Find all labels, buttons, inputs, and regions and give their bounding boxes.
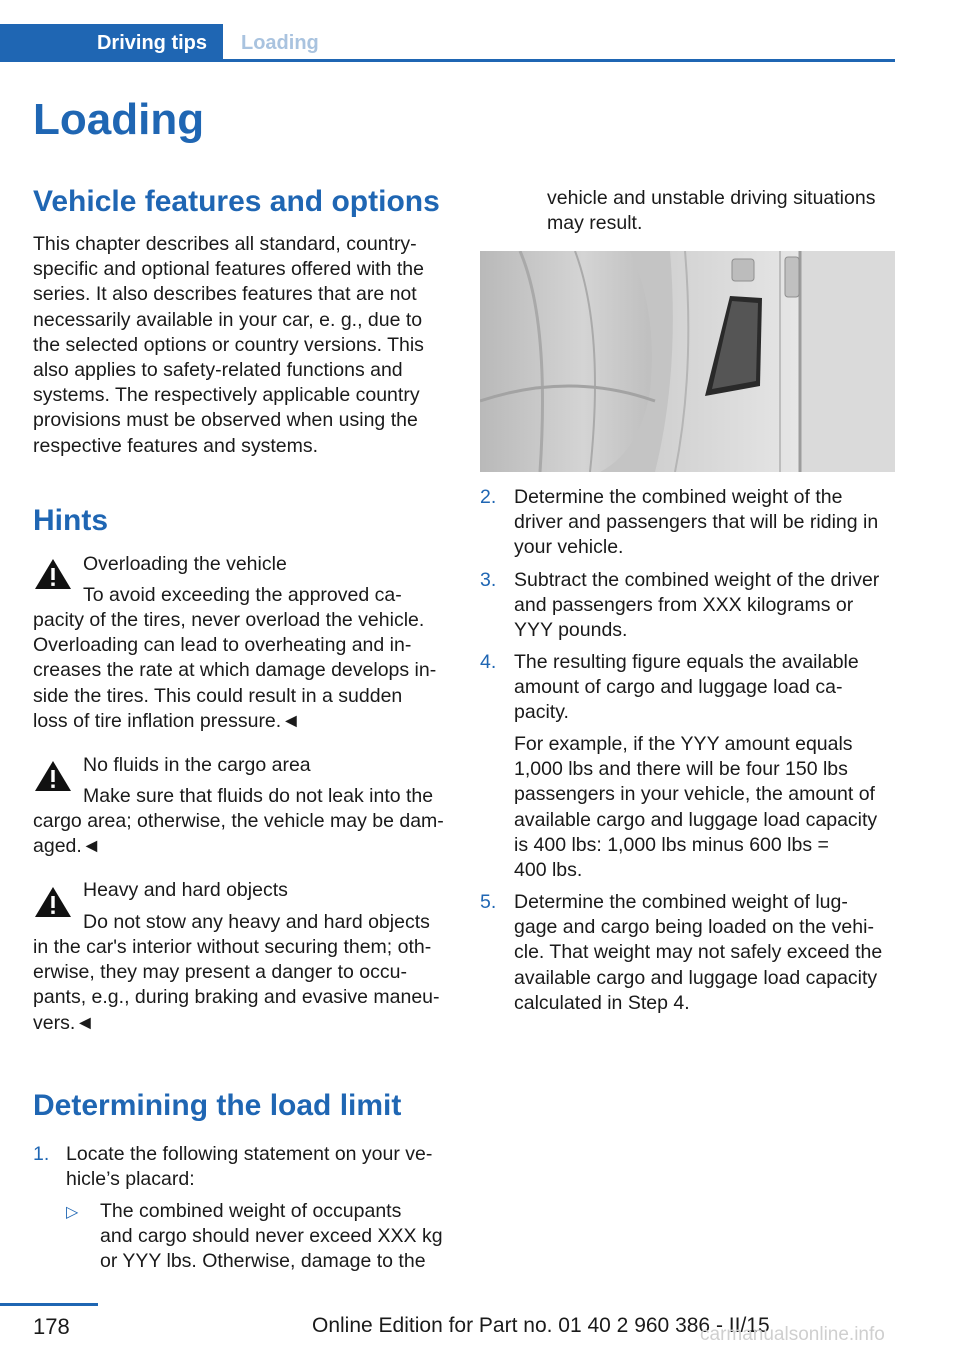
text-line: the selected options or country versions. This [33, 333, 424, 356]
text-line: available cargo and luggage load capacity [514, 808, 878, 831]
placard-statement-continued [547, 186, 897, 236]
text-line: side the tires. This could result in a sudden [33, 684, 403, 707]
text-line: cargo area; otherwise, the vehicle may be dam- [33, 810, 444, 832]
step-1-text [66, 1142, 456, 1192]
text-line: respective features and systems. [33, 434, 319, 457]
heading-vehicle-features: Vehicle features and options [33, 185, 440, 218]
warning-icon [33, 556, 73, 592]
text-line: provisions must be observed when using the [33, 409, 418, 432]
text-line: Subtract the combined weight of the driver [514, 569, 880, 591]
heading-hints: Hints [33, 504, 108, 537]
text-line: passengers in your vehicle, the amount of [514, 783, 875, 806]
warning-title-overloading: Overloading the vehicle [83, 553, 287, 575]
text-line: is 400 lbs: 1,000 lbs minus 600 lbs = [514, 833, 829, 856]
text-line: To avoid exceeding the approved ca- [83, 584, 402, 606]
step-4-text [514, 650, 899, 726]
footer-rule [0, 1303, 98, 1306]
warning-body-overloading [33, 608, 453, 734]
page-title: Loading [33, 95, 205, 144]
text-line: pants, e.g., during braking and evasive maneu- [33, 986, 440, 1009]
text-line: or YYY lbs. Otherwise, damage to the [100, 1250, 426, 1273]
text-line: series. It also describes features that are not [33, 283, 417, 306]
section-tab-loading[interactable]: Loading [241, 31, 319, 54]
step-number: 4. [480, 651, 497, 673]
step-number: 2. [480, 486, 497, 508]
bullet-triangle-icon: ▷ [66, 1204, 79, 1221]
text-line: loss of tire inflation pressure.◄ [33, 709, 301, 732]
text-line: necessarily available in your car, e. g., due to [33, 308, 423, 331]
edition-label: Online Edition for Part no. 01 40 2 960 386 - II/15 [312, 1314, 770, 1337]
warning-title-no-fluids: No fluids in the cargo area [83, 754, 311, 776]
text-line: driver and passengers that will be riding in [514, 511, 879, 534]
warning-body-heavy-objects [33, 935, 453, 1036]
text-line: This chapter describes all standard, country- [33, 233, 417, 255]
text-line: creases the rate at which damage develops in- [33, 659, 437, 682]
text-line: 400 lbs. [514, 859, 583, 882]
step-number: 1. [33, 1143, 50, 1165]
text-line: vehicle and unstable driving situations [547, 187, 876, 209]
page-number: 178 [33, 1314, 70, 1339]
step-2-text [514, 485, 899, 561]
step-number: 5. [480, 891, 497, 913]
text-line: aged.◄ [33, 835, 102, 858]
text-line: specific and optional features offered with the [33, 258, 424, 281]
text-line: For example, if the YYY amount equals [514, 733, 853, 755]
text-line: Make sure that fluids do not leak into the [83, 785, 434, 807]
text-line: erwise, they may present a danger to occu- [33, 961, 407, 984]
warning-title-heavy-objects: Heavy and hard objects [83, 879, 288, 901]
text-line: available cargo and luggage load capacity [514, 966, 878, 989]
door-pillar-placard-illustration [480, 251, 895, 472]
warning-icon [33, 758, 73, 794]
step-5-text [514, 890, 899, 1016]
text-line: pacity of the tires, never overload the vehicle. [33, 609, 425, 631]
text-line: calculated in Step 4. [514, 991, 690, 1014]
text-line: The combined weight of occupants [100, 1200, 402, 1222]
warning-body-no-fluids [33, 809, 453, 859]
text-line: in the car's interior without securing them; oth- [33, 936, 432, 958]
heading-load-limit: Determining the load limit [33, 1089, 402, 1122]
text-line: Do not stow any heavy and hard objects [83, 911, 430, 933]
text-line: and passengers from XXX kilograms or [514, 594, 854, 617]
text-line: 1,000 lbs and there will be four 150 lbs [514, 758, 848, 781]
car-interior-drawing [480, 251, 895, 472]
text-line: The resulting figure equals the available [514, 651, 859, 673]
text-line: your vehicle. [514, 536, 624, 559]
header-bar [0, 24, 895, 62]
text-line: vers.◄ [33, 1011, 95, 1034]
step-3-text [514, 568, 899, 644]
text-line: systems. The respectively applicable country [33, 384, 420, 407]
text-line: and cargo should never exceed XXX kg [100, 1225, 443, 1248]
text-line: YYY pounds. [514, 619, 628, 642]
step-number: 3. [480, 569, 497, 591]
chapter-tab-driving-tips[interactable]: Driving tips [0, 24, 223, 62]
placard-statement [100, 1199, 460, 1275]
step-4-example [514, 732, 899, 883]
text-line: cle. That weight may not safely exceed the [514, 941, 883, 964]
text-line: may result. [547, 212, 643, 235]
text-line: gage and cargo being loaded on the vehi- [514, 916, 874, 939]
text-line: Determine the combined weight of the [514, 486, 843, 508]
text-line: Determine the combined weight of lug- [514, 891, 848, 913]
header-rule [0, 59, 895, 62]
site-watermark: carmanualsonline.info [700, 1324, 885, 1345]
features-paragraph [33, 232, 453, 459]
text-line: Overloading can lead to overheating and in- [33, 634, 412, 657]
text-line: amount of cargo and luggage load ca- [514, 676, 843, 699]
text-line: hicle’s placard: [66, 1168, 195, 1191]
text-line: also applies to safety-related functions and [33, 359, 403, 382]
text-line: Locate the following statement on your ve- [66, 1143, 433, 1165]
warning-icon [33, 884, 73, 920]
text-line: pacity. [514, 701, 569, 724]
